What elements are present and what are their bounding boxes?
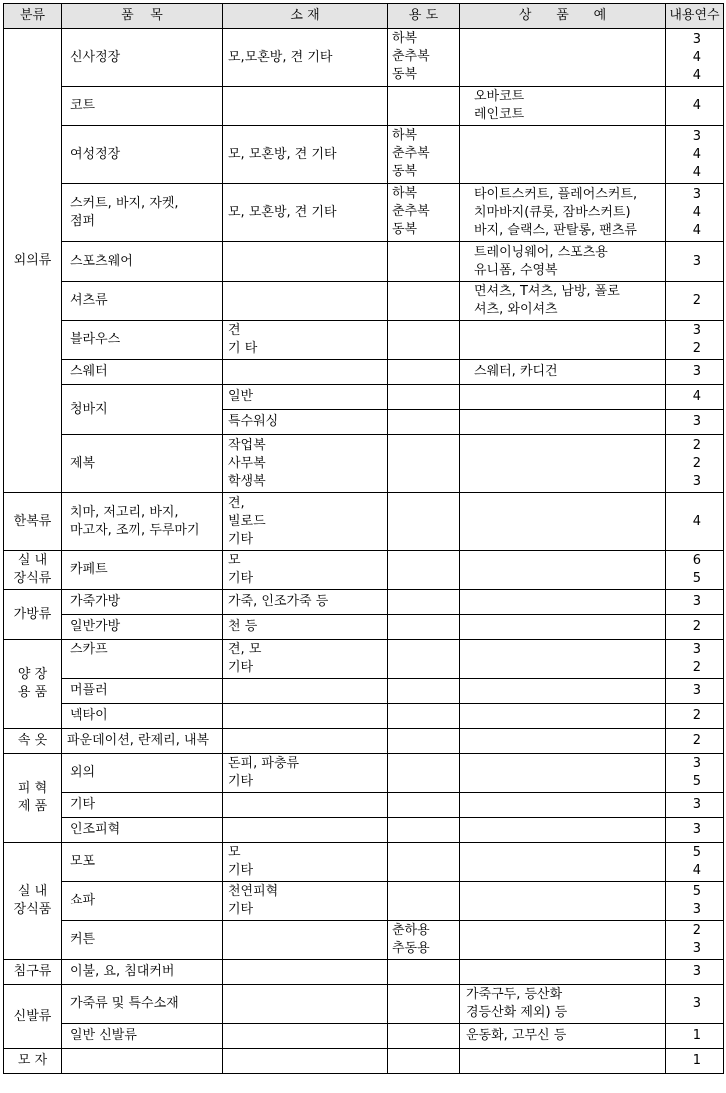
example-cell: [460, 551, 666, 590]
years-cell: 3 2: [666, 640, 724, 679]
table-row: [4, 960, 724, 985]
category-cell: 외의류: [4, 29, 62, 493]
table-row: [4, 126, 724, 184]
usage-cell: [388, 242, 460, 282]
usage-cell: [388, 754, 460, 793]
usage-cell: [388, 615, 460, 640]
example-cell: 운동화, 고무신 등: [460, 1024, 666, 1049]
material-cell: [223, 960, 388, 985]
example-cell: 가죽구두, 등산화 경등산화 제외) 등: [460, 985, 666, 1024]
years-cell: 6 5: [666, 551, 724, 590]
years-cell: 2: [666, 729, 724, 754]
category-cell: 실 내 장식류: [4, 551, 62, 590]
table-row: [4, 493, 724, 551]
table-row: [4, 818, 724, 843]
example-cell: [460, 960, 666, 985]
example-cell: [460, 493, 666, 551]
material-cell: 모 기타: [223, 551, 388, 590]
usage-cell: 하복 춘추복 동복: [388, 29, 460, 87]
category-cell: 한복류: [4, 493, 62, 551]
material-cell: 천 등: [223, 615, 388, 640]
example-cell: [460, 321, 666, 360]
usage-cell: [388, 729, 460, 754]
usage-cell: [388, 282, 460, 321]
usage-cell: [388, 551, 460, 590]
table-row: [4, 985, 724, 1024]
material-cell: 모, 모혼방, 견 기타: [223, 126, 388, 184]
example-cell: [460, 729, 666, 754]
material-cell: [223, 282, 388, 321]
usage-cell: 춘하용 추동용: [388, 921, 460, 960]
usage-cell: [388, 640, 460, 679]
header-category: 분류: [4, 4, 62, 29]
example-cell: [460, 1049, 666, 1074]
years-cell: 4: [666, 87, 724, 126]
table-row: [4, 615, 724, 640]
years-cell: 3 4 4: [666, 126, 724, 184]
example-cell: [460, 435, 666, 493]
years-cell: 3 4 4: [666, 184, 724, 242]
example-cell: [460, 29, 666, 87]
material-cell: [223, 1024, 388, 1049]
years-cell: 2: [666, 704, 724, 729]
years-cell: 2 3: [666, 921, 724, 960]
header-example: 상 품 예: [460, 4, 666, 29]
item-cell: 이불, 요, 침대커버: [62, 960, 223, 985]
table-row: [4, 1049, 724, 1074]
category-cell: 모 자: [4, 1049, 62, 1074]
usage-cell: [388, 818, 460, 843]
item-cell: 여성정장: [62, 126, 223, 184]
header-row: [4, 4, 724, 29]
category-cell: 속 옷: [4, 729, 62, 754]
years-cell: 1: [666, 1024, 724, 1049]
header-material: 소 재: [223, 4, 388, 29]
years-cell: 3: [666, 985, 724, 1024]
example-cell: 면셔츠, T셔츠, 남방, 폴로 셔츠, 와이셔츠: [460, 282, 666, 321]
years-cell: 4: [666, 385, 724, 410]
example-cell: [460, 640, 666, 679]
usage-cell: [388, 793, 460, 818]
usage-cell: [388, 882, 460, 921]
material-cell: [223, 921, 388, 960]
example-cell: 트레이닝웨어, 스포츠용 유니폼, 수영복: [460, 242, 666, 282]
material-cell: 견 기 타: [223, 321, 388, 360]
material-cell: 돈피, 파충류 기타: [223, 754, 388, 793]
table-row: [4, 385, 724, 410]
item-cell: 스포츠웨어: [62, 242, 223, 282]
material-cell: 가죽, 인조가죽 등: [223, 590, 388, 615]
usage-cell: [388, 960, 460, 985]
example-cell: [460, 126, 666, 184]
example-cell: 타이트스커트, 플레어스커트, 치마바지(큐롯, 잠바스커트) 바지, 슬랙스, 판탈롱, 팬츠류: [460, 184, 666, 242]
item-cell: 신사정장: [62, 29, 223, 87]
item-cell: 커튼: [62, 921, 223, 960]
years-cell: 3: [666, 410, 724, 435]
header-usage: 용 도: [388, 4, 460, 29]
example-cell: [460, 615, 666, 640]
example-cell: [460, 793, 666, 818]
material-cell: 천연피혁 기타: [223, 882, 388, 921]
years-cell: 3: [666, 242, 724, 282]
material-cell: [223, 704, 388, 729]
item-cell: 카페트: [62, 551, 223, 590]
table-row: [4, 754, 724, 793]
years-cell: 3: [666, 793, 724, 818]
item-cell: 일반가방: [62, 615, 223, 640]
category-cell: 피 혁 제 품: [4, 754, 62, 843]
category-cell: 가방류: [4, 590, 62, 640]
usage-cell: [388, 679, 460, 704]
usage-cell: [388, 385, 460, 410]
material-cell: 작업복 사무복 학생복: [223, 435, 388, 493]
usage-cell: [388, 493, 460, 551]
years-cell: 3 2: [666, 321, 724, 360]
material-cell: 모, 모혼방, 견 기타: [223, 184, 388, 242]
item-cell: 블라우스: [62, 321, 223, 360]
item-cell: 넥타이: [62, 704, 223, 729]
item-cell: 제복: [62, 435, 223, 493]
usage-cell: 하복 춘추복 동복: [388, 126, 460, 184]
table-row: [4, 590, 724, 615]
item-cell: 셔츠류: [62, 282, 223, 321]
item-cell: 스카프: [62, 640, 223, 679]
table-row: [4, 640, 724, 679]
example-cell: [460, 590, 666, 615]
example-cell: [460, 818, 666, 843]
item-cell: 머플러: [62, 679, 223, 704]
table-row: [4, 435, 724, 493]
item-cell: 스웨터: [62, 360, 223, 385]
header-item: 품 목: [62, 4, 223, 29]
material-cell: [223, 729, 388, 754]
usage-cell: [388, 410, 460, 435]
years-cell: 3: [666, 360, 724, 385]
years-cell: 2 2 3: [666, 435, 724, 493]
example-cell: [460, 410, 666, 435]
years-cell: 1: [666, 1049, 724, 1074]
years-cell: 3 5: [666, 754, 724, 793]
table-row: [4, 921, 724, 960]
years-cell: 3: [666, 590, 724, 615]
table-row: [4, 360, 724, 385]
years-cell: 4: [666, 493, 724, 551]
example-cell: [460, 754, 666, 793]
item-cell: [62, 1049, 223, 1074]
item-cell: 가죽가방: [62, 590, 223, 615]
years-cell: 3 4 4: [666, 29, 724, 87]
years-cell: 5 4: [666, 843, 724, 882]
item-cell: 스커트, 바지, 자켓, 점퍼: [62, 184, 223, 242]
usage-cell: [388, 1024, 460, 1049]
item-cell: 치마, 저고리, 바지, 마고자, 조끼, 두루마기: [62, 493, 223, 551]
example-cell: [460, 882, 666, 921]
usage-cell: [388, 704, 460, 729]
category-cell: 실 내 장식품: [4, 843, 62, 960]
item-cell: 기타: [62, 793, 223, 818]
usage-cell: [388, 985, 460, 1024]
category-cell: 침구류: [4, 960, 62, 985]
item-cell: 외의: [62, 754, 223, 793]
material-cell: [223, 242, 388, 282]
material-cell: 일반: [223, 385, 388, 410]
example-cell: 스웨터, 카디건: [460, 360, 666, 385]
usage-cell: [388, 1049, 460, 1074]
usage-cell: [388, 590, 460, 615]
material-cell: 특수워싱: [223, 410, 388, 435]
category-cell: 양 장 용 품: [4, 640, 62, 729]
material-cell: [223, 793, 388, 818]
years-cell: 2: [666, 615, 724, 640]
example-cell: [460, 679, 666, 704]
header-years: 내용연수: [666, 4, 724, 29]
item-cell: 일반 신발류: [62, 1024, 223, 1049]
material-cell: [223, 87, 388, 126]
years-cell: 3: [666, 818, 724, 843]
usage-cell: [388, 360, 460, 385]
years-cell: 5 3: [666, 882, 724, 921]
table-row: [4, 704, 724, 729]
usage-cell: 하복 춘추복 동복: [388, 184, 460, 242]
table-row: [4, 321, 724, 360]
table-row: [4, 282, 724, 321]
item-cell: 파운데이션, 란제리, 내복: [62, 729, 223, 754]
material-cell: 모,모혼방, 견 기타: [223, 29, 388, 87]
table-row: [4, 793, 724, 818]
usage-cell: [388, 435, 460, 493]
material-cell: [223, 1049, 388, 1074]
material-cell: 모 기타: [223, 843, 388, 882]
example-cell: [460, 843, 666, 882]
years-cell: 2: [666, 282, 724, 321]
item-cell: 코트: [62, 87, 223, 126]
material-cell: [223, 818, 388, 843]
years-cell: 3: [666, 679, 724, 704]
table-row: [4, 184, 724, 242]
table-row: [4, 551, 724, 590]
item-cell: 청바지: [62, 385, 223, 435]
example-cell: [460, 385, 666, 410]
item-cell: 인조피혁: [62, 818, 223, 843]
usage-cell: [388, 843, 460, 882]
material-cell: [223, 679, 388, 704]
example-cell: 오바코트 레인코트: [460, 87, 666, 126]
example-cell: [460, 921, 666, 960]
material-cell: [223, 985, 388, 1024]
category-cell: 신발류: [4, 985, 62, 1049]
table-row: [4, 87, 724, 126]
table-row: [4, 1024, 724, 1049]
material-cell: 견, 모 기타: [223, 640, 388, 679]
table-row: [4, 242, 724, 282]
table-row: [4, 679, 724, 704]
table-row: [4, 729, 724, 754]
example-cell: [460, 704, 666, 729]
years-cell: 3: [666, 960, 724, 985]
durability-table: [3, 3, 724, 1074]
usage-cell: [388, 321, 460, 360]
usage-cell: [388, 87, 460, 126]
table-row: [4, 843, 724, 882]
material-cell: [223, 360, 388, 385]
table-row: [4, 29, 724, 87]
material-cell: 견, 빌로드 기타: [223, 493, 388, 551]
item-cell: 가죽류 및 특수소재: [62, 985, 223, 1024]
item-cell: 모포: [62, 843, 223, 882]
item-cell: 쇼파: [62, 882, 223, 921]
table-row: [4, 882, 724, 921]
